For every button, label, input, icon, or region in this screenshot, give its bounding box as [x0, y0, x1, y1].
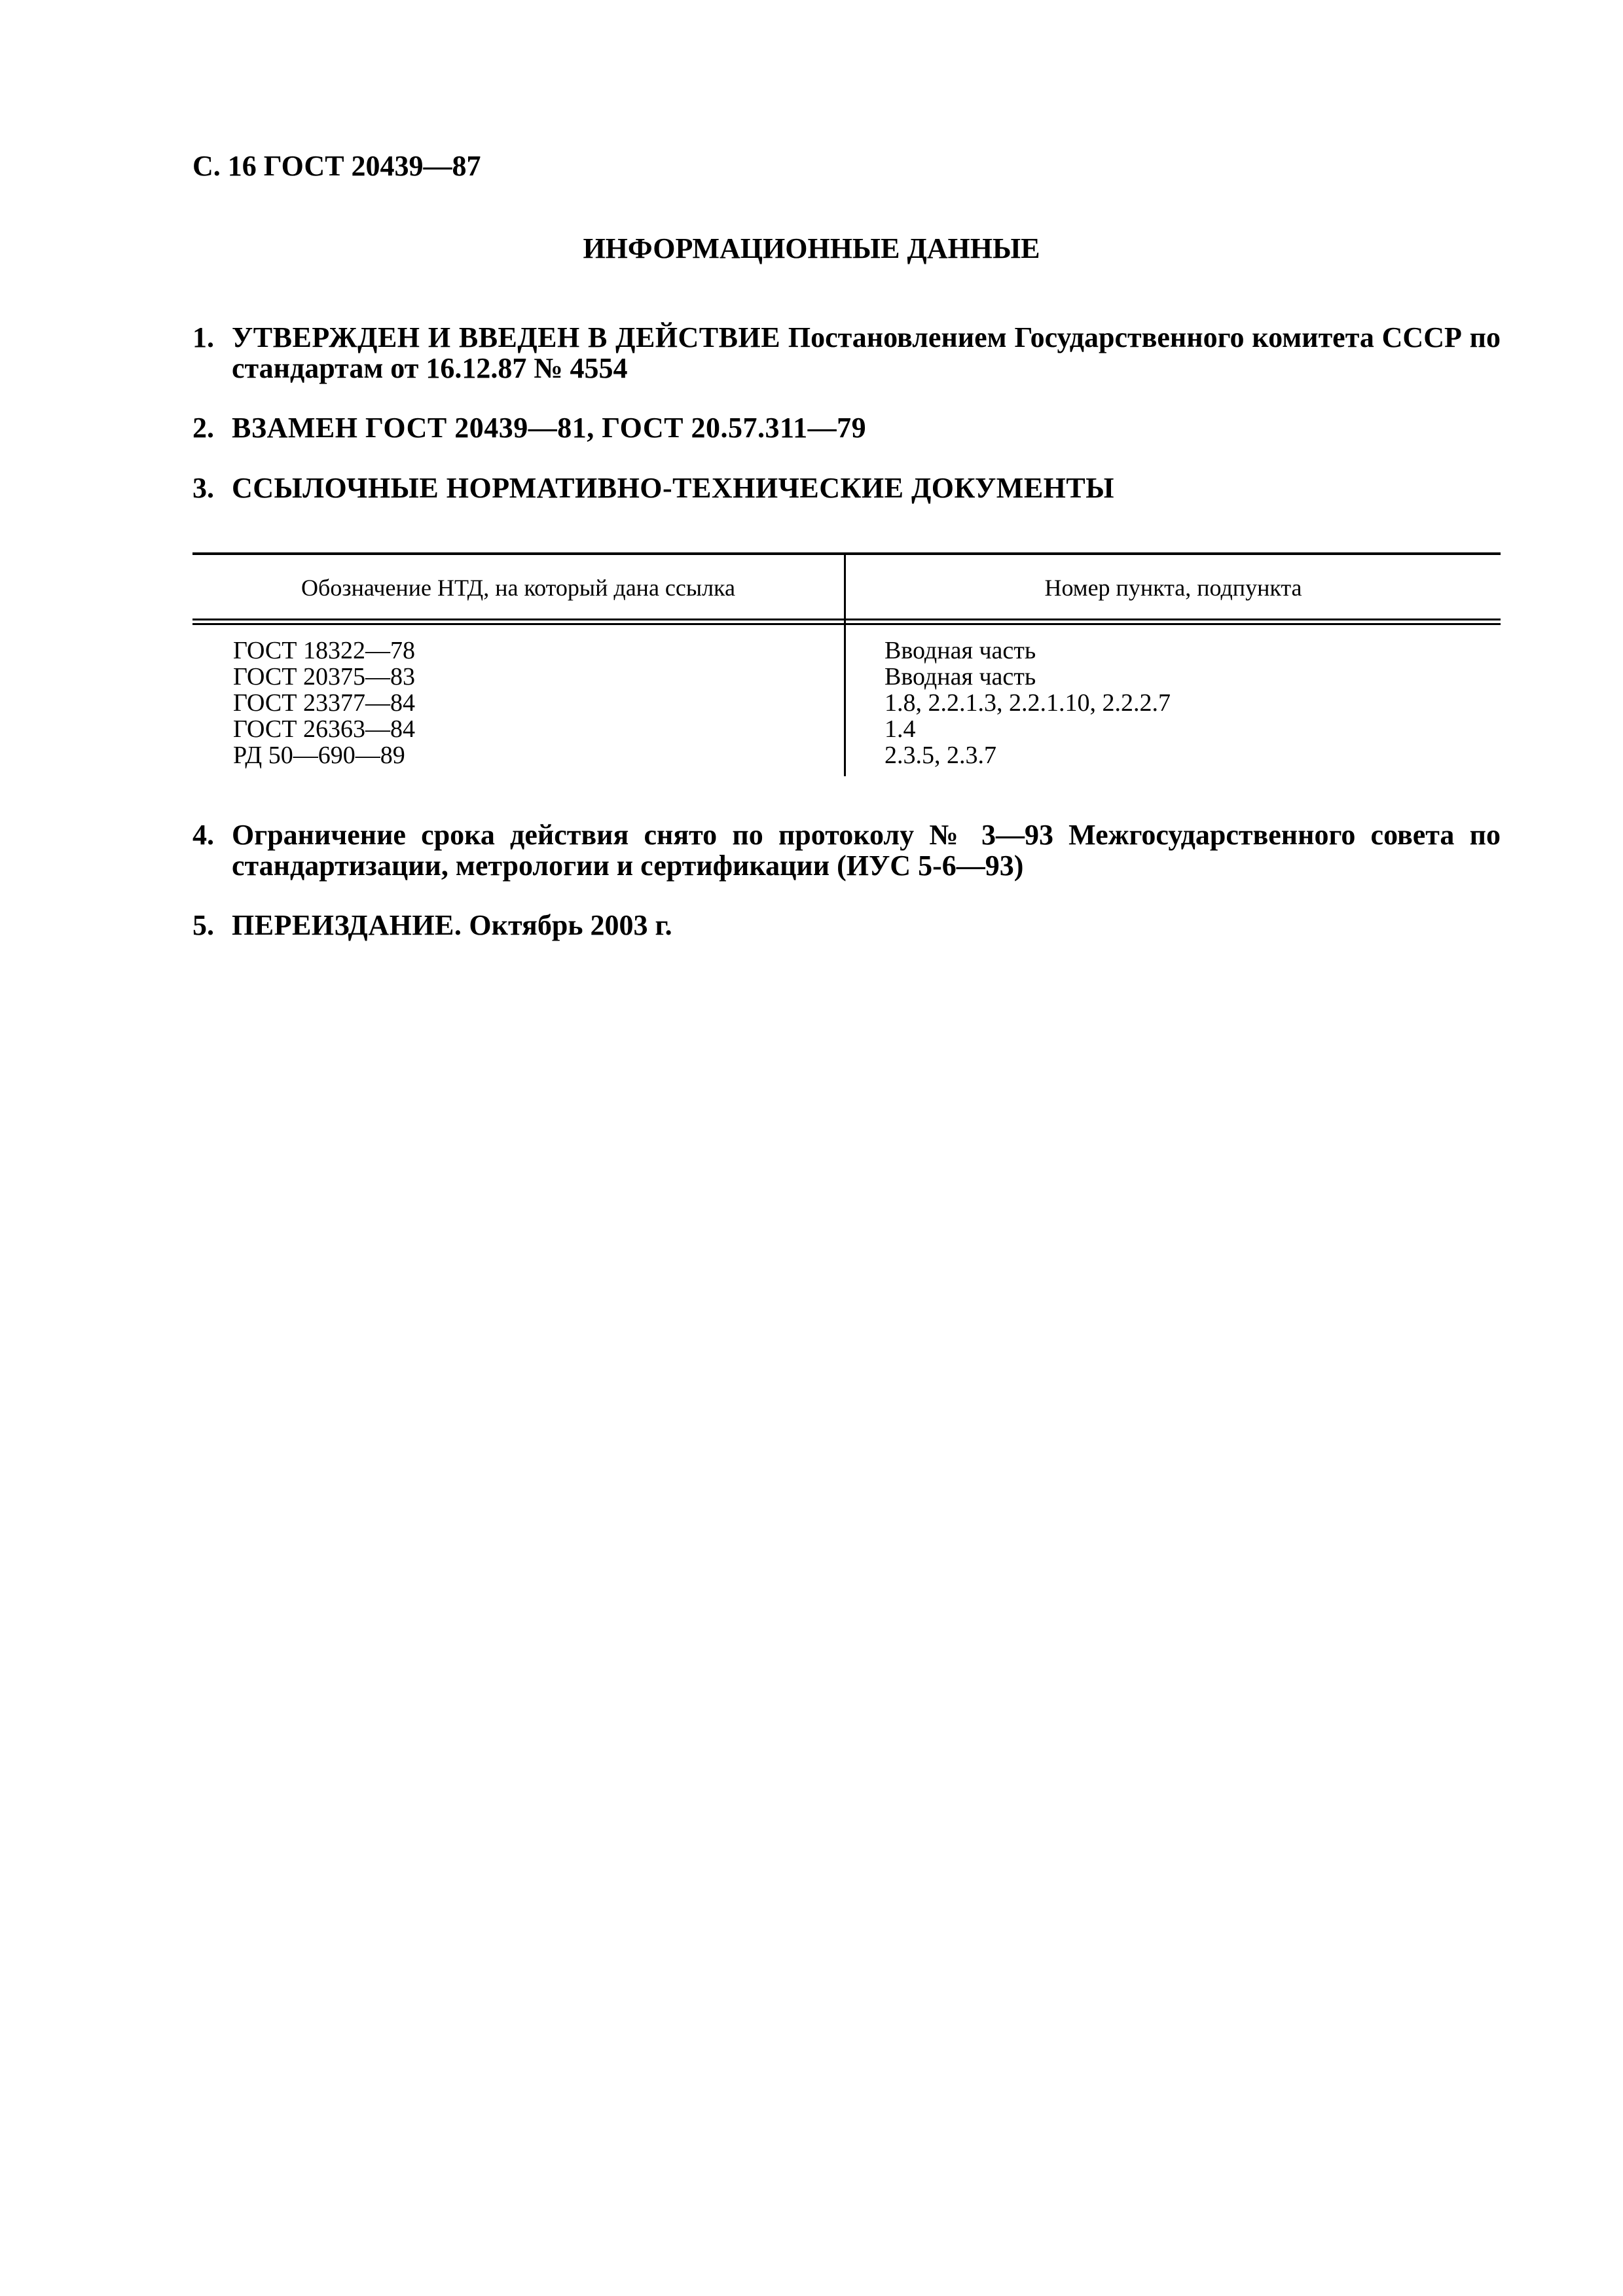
- table-cell-clause: Вводная часть: [884, 637, 1036, 664]
- table-cell-clause: 2.3.5, 2.3.7: [884, 742, 996, 769]
- info-item-3: [192, 473, 1501, 503]
- info-item-5: [192, 910, 1501, 941]
- info-item-2: [192, 412, 1501, 443]
- item-number: 2.: [192, 412, 214, 444]
- item-text: [232, 473, 1501, 503]
- info-item-1: [192, 322, 1501, 384]
- item-number: 4.: [192, 819, 214, 851]
- table-top-rule: [192, 552, 1501, 555]
- item-caps: ПЕРЕИЗДАНИЕ.: [232, 909, 462, 941]
- table-header-rule: [192, 619, 1501, 625]
- item-text: Ограничение срока действия снято по протоколу № 3—93 Межгосударственного совета по стандартизации, метрологии и сертификации (ИУС 5-6—93): [232, 819, 1501, 882]
- info-item-4: [192, 819, 1501, 881]
- item-number: 1.: [192, 321, 214, 353]
- item-body: Постановлением Государственного комитета СССР по стандартам от 16.12.87 № 4554: [232, 321, 1501, 384]
- table-cell-document: РД 50—690—89: [233, 742, 405, 769]
- item-text: [232, 910, 1501, 941]
- table-column-document: [233, 637, 415, 768]
- item-caps: ВЗАМЕН ГОСТ 20439—81, ГОСТ 20.57.311—79: [232, 412, 867, 444]
- table-cell-clause: 1.8, 2.2.1.3, 2.2.1.10, 2.2.2.7: [884, 689, 1171, 717]
- item-caps: ССЫЛОЧНЫЕ НОРМАТИВНО-ТЕХНИЧЕСКИЕ ДОКУМЕНТЫ: [232, 472, 1114, 504]
- item-caps: УТВЕРЖДЕН И ВВЕДЕН В ДЕЙСТВИЕ: [232, 321, 781, 353]
- item-number: 5.: [192, 909, 214, 941]
- reference-table: [192, 552, 1501, 776]
- table-header-clause: Номер пункта, подпункта: [1044, 575, 1302, 601]
- document-title: ИНФОРМАЦИОННЫЕ ДАННЫЕ: [583, 232, 1040, 264]
- item-text: [232, 322, 1501, 384]
- table-cell-clause: Вводная часть: [884, 663, 1036, 691]
- item-body: Октябрь 2003 г.: [469, 909, 672, 941]
- item-number: 3.: [192, 472, 214, 504]
- table-header-document: Обозначение НТД, на который дана ссылка: [301, 575, 735, 601]
- table-column-clause: [884, 637, 1171, 768]
- table-cell-document: ГОСТ 26363—84: [233, 715, 415, 743]
- table-cell-clause: 1.4: [884, 715, 916, 743]
- table-cell-document: ГОСТ 18322—78: [233, 637, 415, 664]
- item-text: [232, 412, 1501, 443]
- table-cell-document: ГОСТ 20375—83: [233, 663, 415, 691]
- table-cell-document: ГОСТ 23377—84: [233, 689, 415, 717]
- page-header: С. 16 ГОСТ 20439—87: [192, 150, 481, 182]
